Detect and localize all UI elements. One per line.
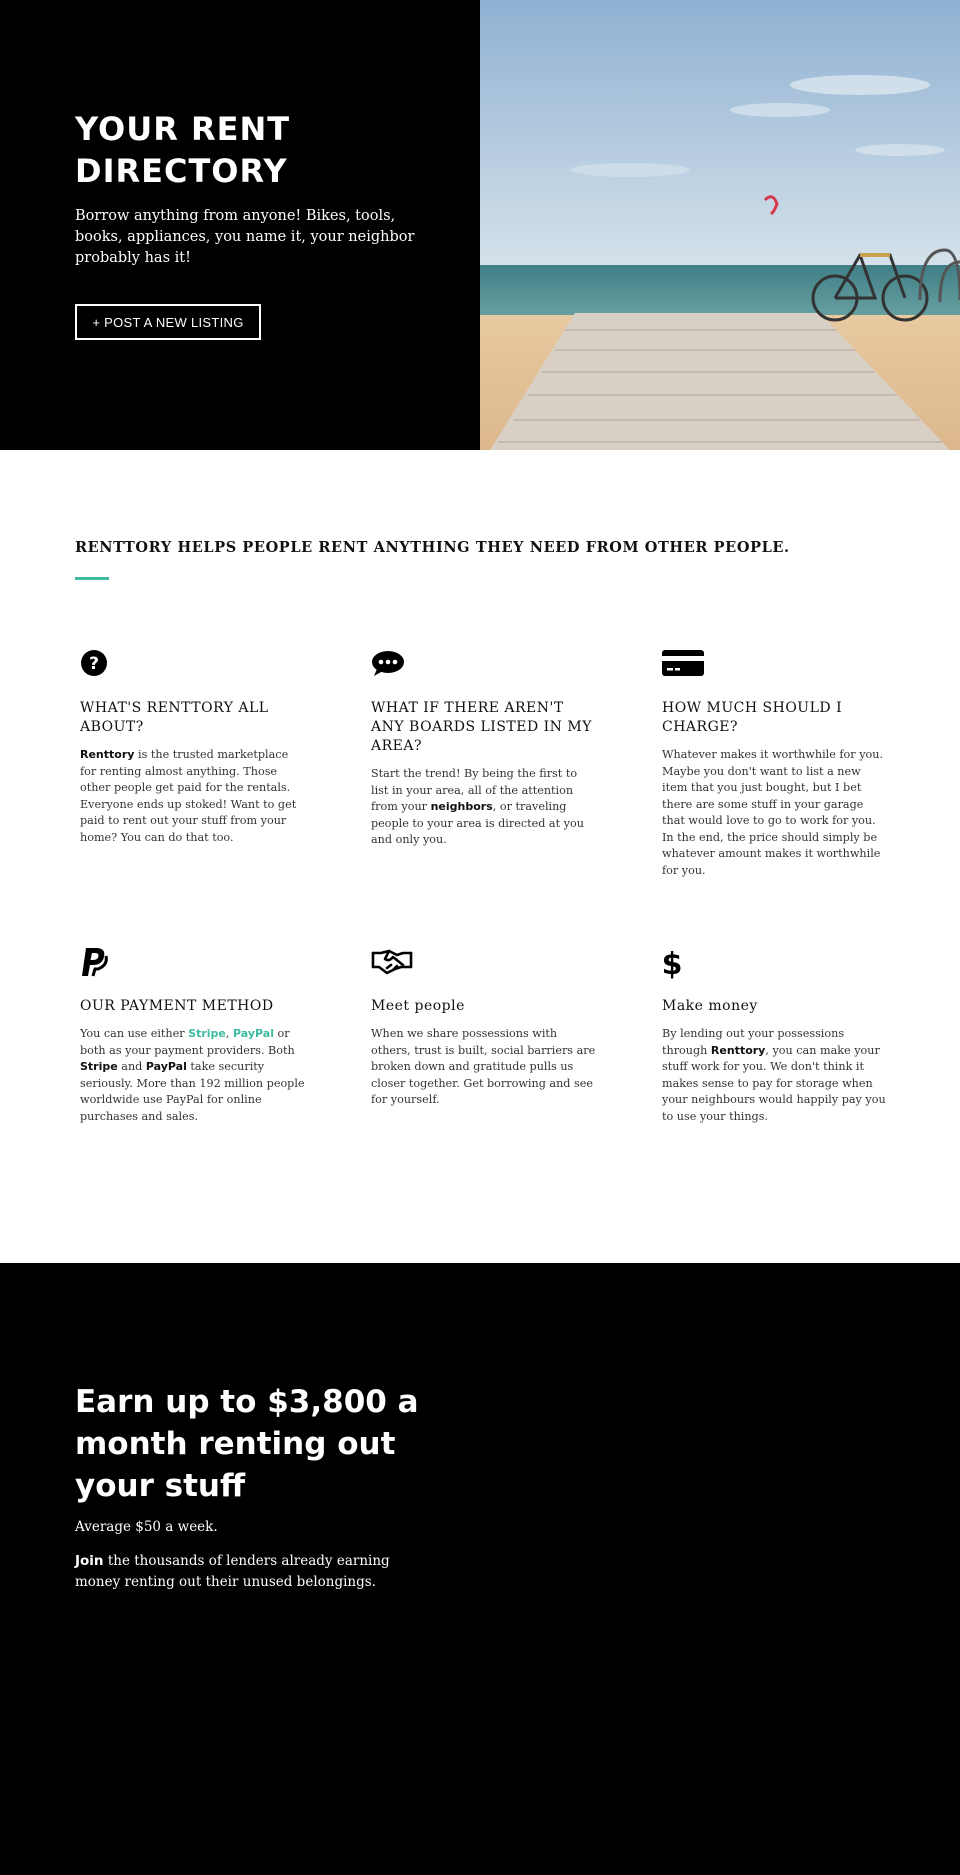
feature-payment <box>80 947 305 1125</box>
feature-body: When we share possessions with others, trust is built, social barriers are broken down and gratitude pulls us closer together. Get borrowing and see for yourself. <box>371 1027 596 1106</box>
feature-body: Whatever makes it worthwhile for you. Maybe you don't want to list a new item that you just bought, but I bet there are some stuff in your garage that would love to go to work for you. In the end, the price should simply be whatever amount makes it worthwhile for you. <box>662 748 884 877</box>
credit-card-icon <box>662 649 887 679</box>
question-circle-icon <box>80 649 305 679</box>
paypal-link[interactable]: PayPal <box>233 1027 274 1040</box>
speech-bubble-icon <box>371 649 596 679</box>
feature-pricing <box>662 649 887 879</box>
feature-title: WHAT'S RENTTORY ALL ABOUT? <box>80 700 269 735</box>
feature-title: HOW MUCH SHOULD I CHARGE? <box>662 700 843 735</box>
hero-beach-photo <box>480 0 960 450</box>
post-listing-button[interactable]: + POST A NEW LISTING <box>75 304 261 340</box>
earn-join-text: Join the thousands of lenders already earning money renting out their unused belongings. <box>75 1553 390 1590</box>
feature-body: Start the trend! By being the first to list in your area, all of the attention from your neighbors, or traveling people to your area is directed at you and only you. <box>371 767 584 846</box>
earn-average: Average $50 a week. <box>75 1519 218 1535</box>
dollar-icon <box>662 947 887 977</box>
handshake-icon <box>371 947 596 977</box>
feature-about <box>80 649 305 846</box>
hero-subtitle: Borrow anything from anyone! Bikes, tools, books, appliances, you name it, your neighbor probably has it! <box>75 208 415 266</box>
feature-no-boards <box>371 649 596 849</box>
accent-divider <box>75 577 109 580</box>
feature-make-money <box>662 947 887 1125</box>
earn-title: Earn up to $3,800 a month renting out your stuff <box>75 1384 419 1504</box>
feature-title: OUR PAYMENT METHOD <box>80 998 274 1014</box>
paypal-icon <box>80 947 305 977</box>
hero-section <box>0 0 960 450</box>
feature-body: You can use either Stripe, PayPal or both as your payment providers. Both Stripe and PayPal take security seriously. More than 192 million people worldwide use PayPal for online purchases and sales. <box>80 1027 305 1123</box>
feature-body: By lending out your possessions through Renttory, you can make your stuff work for you. We don't think it makes sense to pay for storage when your neighbours would happily pay you to use your things. <box>662 1027 886 1123</box>
earn-section <box>0 1263 960 1875</box>
feature-title: WHAT IF THERE AREN'T ANY BOARDS LISTED IN MY AREA? <box>371 700 592 754</box>
feature-title: Meet people <box>371 998 465 1014</box>
hero-title: YOUR RENT DIRECTORY <box>75 110 291 190</box>
svg-text:$: $ <box>662 947 682 979</box>
feature-title: Make money <box>662 998 758 1014</box>
beach-boardwalk-illustration <box>480 0 960 450</box>
feature-meet-people <box>371 947 596 1109</box>
svg-text:?: ? <box>89 654 99 674</box>
feature-body: Renttory is the trusted marketplace for renting almost anything. Those other people get paid for the rentals. Everyone ends up stoked! Want to get paid to rent out your stuff from your home? You can do that too. <box>80 748 297 844</box>
hero-content <box>75 108 420 330</box>
intro-heading: RENTTORY HELPS PEOPLE RENT ANYTHING THEY NEED FROM OTHER PEOPLE. <box>75 539 790 556</box>
stripe-link[interactable]: Stripe <box>188 1027 226 1040</box>
